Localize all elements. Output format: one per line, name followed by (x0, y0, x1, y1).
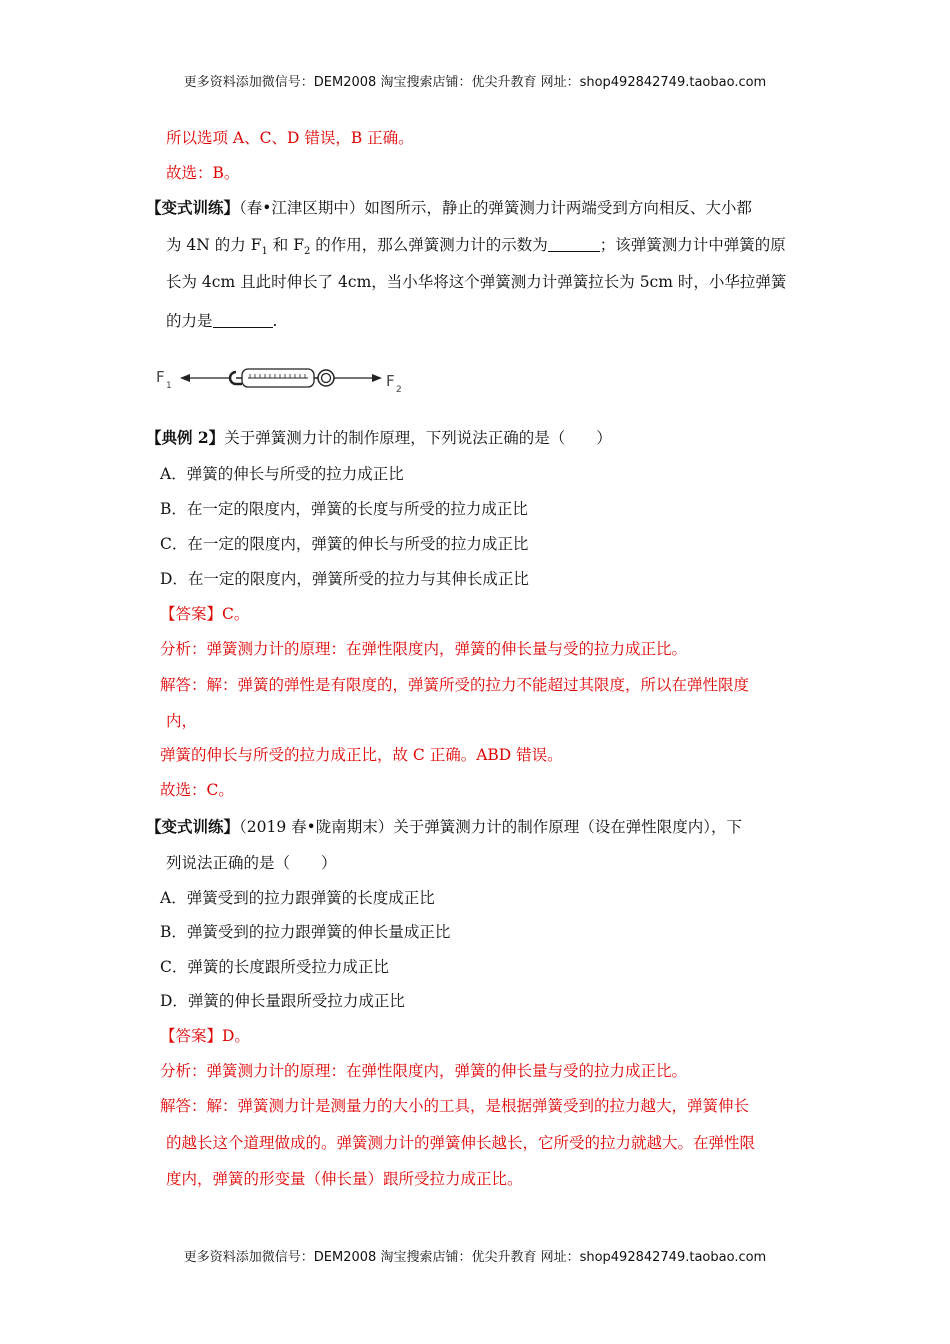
variant1-line4: 的力是 . (166, 312, 278, 330)
variant1-line3: 长为 4cm 且此时伸长了 4cm，当小华将这个弹簧测力计弹簧拉长为 5cm 时，小华拉弹簧 (166, 273, 787, 291)
variant1-line1: 【变式训练】（春•江津区期中）如图所示，静止的弹簧测力计两端受到方向相反、大小都 (146, 198, 752, 217)
variant2-option-c: C．弹簧的长度跟所受拉力成正比 (160, 958, 389, 976)
page-header: 更多资料添加微信号：DEM2008 淘宝搜索店铺：优尖升教育 网址：shop492842749.taobao.com (183, 75, 767, 90)
example2-answer: 【答案】C。 (160, 605, 250, 623)
example2-option-d: D．在一定的限度内，弹簧所受的拉力与其伸长成正比 (160, 570, 529, 588)
example2-solution-line3: 弹簧的伸长与所受的拉力成正比，故 C 正确。ABD 错误。 (160, 746, 563, 764)
example2-option-a: A．弹簧的伸长与所受的拉力成正比 (160, 465, 404, 483)
variant1-tag: 【变式训练】 (146, 198, 240, 217)
example2-tag: 【典例 2】 (146, 428, 225, 447)
variant2-solution-line2: 的越长这个道理做成的。弹簧测力计的弹簧伸长越长，它所受的拉力就越大。在弹性限 (166, 1134, 756, 1152)
prev-conclusion: 所以选项 A、C、D 错误，B 正确。 (166, 129, 414, 147)
prev-choice: 故选：B。 (166, 164, 240, 182)
spring-scale-diagram (152, 358, 412, 400)
variant2-option-a: A．弹簧受到的拉力跟弹簧的长度成正比 (160, 889, 435, 907)
example2-question: 【典例 2】关于弹簧测力计的制作原理，下列说法正确的是（ ） (146, 428, 612, 447)
page-footer: 更多资料添加微信号：DEM2008 淘宝搜索店铺：优尖升教育 网址：shop492842749.taobao.com (183, 1250, 767, 1265)
variant2-tag: 【变式训练】 (146, 817, 240, 836)
variant2-solution-line3: 度内，弹簧的形变量（伸长量）跟所受拉力成正比。 (166, 1170, 523, 1188)
variant2-option-b: B．弹簧受到的拉力跟弹簧的伸长量成正比 (160, 923, 451, 941)
f1-subscript: 1 (166, 381, 172, 391)
example2-option-b: B．在一定的限度内，弹簧的长度与所受的拉力成正比 (160, 500, 528, 518)
variant2-line1: 【变式训练】（2019 春•陇南期末）关于弹簧测力计的制作原理（设在弹性限度内），下 (146, 817, 743, 836)
f2-arrowhead-icon (372, 374, 382, 382)
f1-arrowhead-icon (180, 374, 190, 382)
example2-option-c: C．在一定的限度内，弹簧的伸长与所受的拉力成正比 (160, 535, 529, 553)
example2-solution-line1: 解答：解：弹簧的弹性是有限度的，弹簧所受的拉力不能超过其限度，所以在弹性限度 (160, 676, 750, 694)
answer-blank-2 (213, 313, 273, 328)
variant2-option-d: D．弹簧的伸长量跟所受拉力成正比 (160, 992, 405, 1010)
variant1-line2: 为 4N 的力 $F_1$ 和 $F_2$ 的作用，那么弹簧测力计的示数为 ；该弹簧测力计中弹簧的原 (166, 236, 786, 258)
example2-choice: 故选：C。 (160, 781, 234, 799)
f2-label: F (386, 372, 395, 390)
f1-label: F (156, 368, 165, 386)
example2-solution-line2: 内， (166, 712, 198, 730)
example2-analysis: 分析：弹簧测力计的原理：在弹性限度内，弹簧的伸长量与受的拉力成正比。 (160, 640, 688, 658)
variant2-answer: 【答案】D。 (160, 1027, 250, 1045)
variant2-solution-line1: 解答：解：弹簧测力计是测量力的大小的工具，是根据弹簧受到的拉力越大，弹簧伸长 (160, 1097, 750, 1115)
variant2-analysis: 分析：弹簧测力计的原理：在弹性限度内，弹簧的伸长量与受的拉力成正比。 (160, 1062, 688, 1080)
answer-blank-1 (548, 237, 600, 252)
f2-subscript: 2 (396, 385, 402, 395)
variant2-line2: 列说法正确的是（ ） (166, 854, 337, 872)
ring-icon (318, 370, 334, 386)
